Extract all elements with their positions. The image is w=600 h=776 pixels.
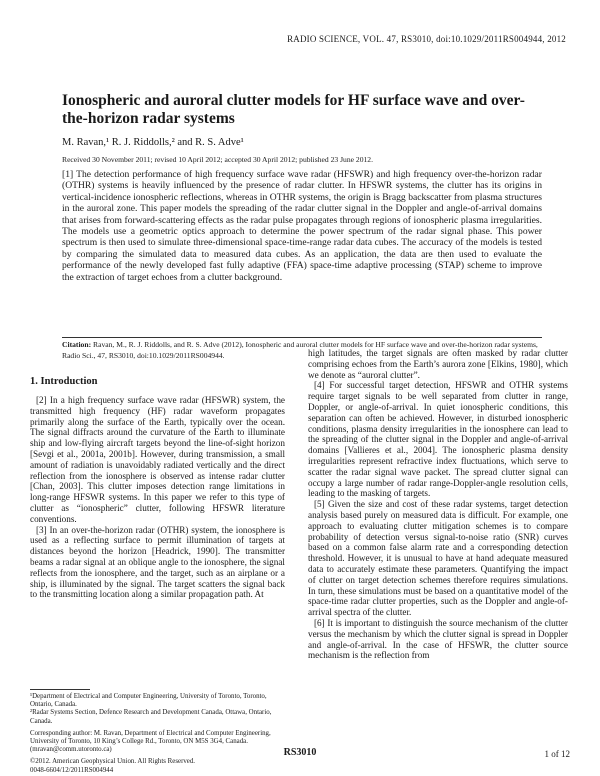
abstract-marker: [1] (62, 169, 74, 180)
footer-page-number: 1 of 12 (544, 749, 570, 759)
footer-article-id: RS3010 (283, 747, 317, 758)
received-dates: Received 30 November 2011; revised 10 April 2012; accepted 30 April 2012; published 23 June 2012. (62, 155, 374, 164)
paragraph-5: [5] Given the size and cost of these radar systems, target detection analysis based purely on measured data is difficult. For example, one approach to evaluating clutter mitigation schemes is to compare probability of detection versus signal-to-noise ratio (SNR) curves based on a common false alarm rate and a corresponding detection threshold. However, it is unusual to have at hand adequate measured data to accurately estimate these parameters. Quantifying the impact of clutter on target detection schemes therefore requires simulations. In turn, these simulations must be based on a quantitative model of the space-time radar clutter properties, such as the Doppler and angle-of-arrival spectra of the clutter. (308, 499, 568, 618)
paragraph-4: [4] For successful target detection, HFSWR and OTHR systems require target signals to be well separated from clutter in range, Doppler, or angle-of-arrival. In quiet ionospheric conditions, this separation can often be achieved. However, in disturbed ionospheric conditions, plasma density irregularities in the ionosphere can lead to the spreading of the clutter signal in the Doppler and angle-of-arrival domains [Vallieres et al., 2004]. The ionospheric plasma density irregularities represent refractive index fluctuations, which serve to scatter the radar signal wave packet. The spread clutter signal can occupy a large number of radar range-Doppler-angle resolution cells, leading to the masking of targets. (308, 380, 568, 499)
footnote-affiliation-2: ²Radar Systems Section, Defence Research and Development Canada, Ottawa, Ontario, Canada. (30, 709, 272, 725)
paragraph-6: [6] It is important to distinguish the source mechanism of the clutter versus the mechanism by which the clutter signal is spread in Doppler and angle-of-arrival. In the case of HFSWR, the clutter source mechanism is the reflection from (308, 617, 568, 661)
right-column (308, 348, 568, 661)
footnote-corresponding-author: Corresponding author: M. Ravan, Department of Electrical and Computer Engineering, University of Toronto, 10 King’s College Rd., Toronto, ON M5S 3G4, Canada. (mravan@comm.utoronto.ca) (30, 729, 271, 754)
citation-text: Ravan, M., R. J. Riddolls, and R. S. Adve (2012), Ionospheric and auroral clutter models for HF surface wave and over-the-horizon radar systems, Radio Sci., 47, RS3010, doi:10.1029/2011RS004944. (62, 340, 538, 360)
paragraph-3-continued: high latitudes, the target signals are often masked by radar clutter comprising echoes from the Earth’s aurora zone [Elkins, 1980], which we denote as “auroral clutter”. (308, 348, 568, 380)
section-heading-introduction: 1. Introduction (30, 376, 98, 387)
citation-label: Citation: (62, 340, 92, 349)
abstract (62, 169, 542, 283)
journal-header: RADIO SCIENCE, VOL. 47, RS3010, doi:10.1029/2011RS004944, 2012 (287, 34, 566, 44)
footnote-issn: 0048-6604/12/2011RS004944 (30, 766, 114, 774)
paragraph-3: [3] In an over-the-horizon radar (OTHR) system, the ionosphere is used as a reflecting surface to permit illumination of targets at distances beyond the horizon [Headrick, 1990]. The transmitter beams a radar signal at an oblique angle to the ionosphere, the signal reflects from the ionosphere, and the target, such as an airplane or a ship, is illuminated by the signal. The target scatters the signal back to the transmitting location along a similar propagation path. At (30, 524, 285, 600)
footnote-copyright: ©2012. American Geophysical Union. All Rights Reserved. (30, 758, 196, 766)
left-column (30, 395, 285, 600)
author-list: M. Ravan,¹ R. J. Riddolls,² and R. S. Adve¹ (62, 137, 244, 148)
paragraph-2: [2] In a high frequency surface wave radar (HFSWR) system, the transmitted high frequency (HF) radar waveform propagates primarily along the surface of the Earth, typically over the ocean. The signal diffracts around the curvature of the Earth to illuminate ship and low-flying aircraft targets beyond the line-of-sight horizon [Sevgi et al., 2001a, 2001b]. However, during transmission, a small amount of radiation is unavoidably radiated vertically and the direct reflection from the ionosphere is observed as intense radar clutter [Chan, 2003]. This clutter imposes detection range limitations in long-range HFSWR systems. In this paper we refer to this type of clutter as “ionospheric” clutter, following HFSWR literature conventions. (30, 395, 285, 524)
abstract-text: The detection performance of high frequency surface wave radar (HFSWR) and high frequency over-the-horizon radar (OTHR) systems is heavily influenced by the presence of radar clutter. In HFSWR systems, the clutter has its origins in vertical-incidence ionospheric reflections, whereas in OTHR systems, the origin is Bragg backscatter from plasma structures in the auroral zone. This paper models the spreading of the radar clutter signal in the Doppler and angle-of-arrival domains that arises from forward-scattering effects as the radar pulse propagates through regions of ionospheric plasma irregularities. The models use a geometric optics approach to determine the power spectrum of the radar signal phase. This power spectrum is then used to simulate three-dimensional space-time-range radar data cubes. The accuracy of the models is tested by comparing the simulated data to measured data cubes. As an application, the data are then used to evaluate the performance of the newly developed fast fully adaptive (FFA) space-time adaptive processing (STAP) scheme to improve the extraction of target echoes from a clutter background. (62, 169, 542, 283)
citation-top-rule (62, 337, 542, 338)
footnote-rule (30, 689, 90, 690)
footnote-affiliation-1: ¹Department of Electrical and Computer Engineering, University of Toronto, Toronto, Ontario, Canada. (30, 693, 267, 709)
footnotes (30, 693, 285, 775)
paper-title: Ionospheric and auroral clutter models for HF surface wave and over-the-horizon radar systems (62, 92, 525, 127)
